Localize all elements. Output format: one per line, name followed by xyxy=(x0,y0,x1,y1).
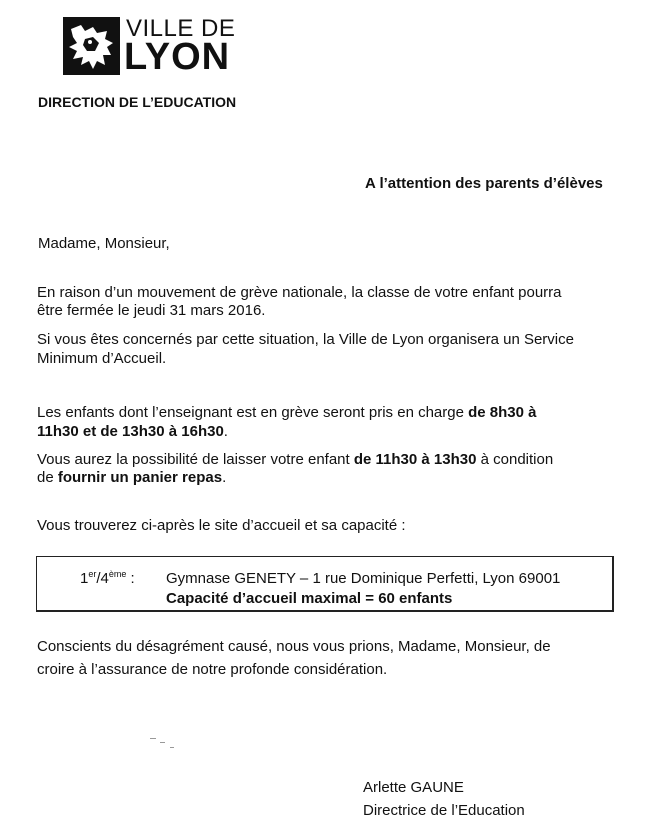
site-address: Gymnase GENETY – 1 rue Dominique Perfetti, Lyon 69001 xyxy=(166,570,561,587)
site-capacity: Capacité d’accueil maximal = 60 enfants xyxy=(166,590,453,607)
para2-line3-text: Vous aurez la possibilité de laisser votre enfant xyxy=(37,451,354,468)
para2-line4-end: . xyxy=(222,469,227,486)
grade-first: 1 xyxy=(80,570,89,587)
salutation: Madame, Monsieur, xyxy=(38,235,170,252)
para2-line1-bold: de 8h30 à xyxy=(468,404,537,421)
para2-line4-bold: fournir un panier repas xyxy=(57,469,223,486)
lion-emblem-logo xyxy=(63,17,120,75)
para2-line2-bold: 11h30 et de 13h30 à 16h30 xyxy=(37,423,224,440)
scan-smudge xyxy=(160,742,165,743)
scan-smudge xyxy=(170,747,174,748)
grade-fourth-sup: ème xyxy=(108,569,127,579)
department-heading: DIRECTION DE L’EDUCATION xyxy=(38,94,237,110)
para2-line1-text: Les enfants dont l’enseignant est en grève seront pris en charge xyxy=(37,404,469,421)
para2-line4 xyxy=(37,470,226,486)
site-intro: Vous trouverez ci-après le site d’accueil et sa capacité : xyxy=(37,517,406,534)
grade-first-sup: er xyxy=(88,569,97,579)
para1-line3: Si vous êtes concernés par cette situation, la Ville de Lyon organisera un Service xyxy=(37,331,574,348)
signature-title: Directrice de l’Education xyxy=(363,802,525,819)
para1-line1: En raison d’un mouvement de grève nationale, la classe de votre enfant pourra xyxy=(37,284,562,301)
para2-line4-text: de xyxy=(37,469,58,486)
logo-text-lyon: LYON xyxy=(124,36,231,78)
para2-line3-end: à condition xyxy=(476,451,554,468)
grade-colon: : xyxy=(126,570,135,587)
para1-line2: être fermée le jeudi 31 mars 2016. xyxy=(37,302,266,319)
closing-line1: Conscients du désagrément causé, nous vous prions, Madame, Monsieur, de xyxy=(37,638,551,655)
para2-line3 xyxy=(37,452,553,468)
signature-name: Arlette GAUNE xyxy=(363,779,464,796)
para2-line1 xyxy=(37,405,537,421)
site-grades xyxy=(80,566,135,587)
grade-separator: /4 xyxy=(96,570,109,587)
para2-line2 xyxy=(37,424,228,440)
para1-line4: Minimum d’Accueil. xyxy=(37,350,167,367)
attention-line: A l’attention des parents d’élèves xyxy=(365,175,603,192)
closing-line2: croire à l’assurance de notre profonde considération. xyxy=(37,661,388,678)
logo-text-ville-de: VILLE DE xyxy=(126,15,236,42)
lion-icon xyxy=(63,17,120,75)
scan-smudge xyxy=(150,738,156,739)
para2-line2-end: . xyxy=(223,423,228,440)
para2-line3-bold: de 11h30 à 13h30 xyxy=(353,451,477,468)
